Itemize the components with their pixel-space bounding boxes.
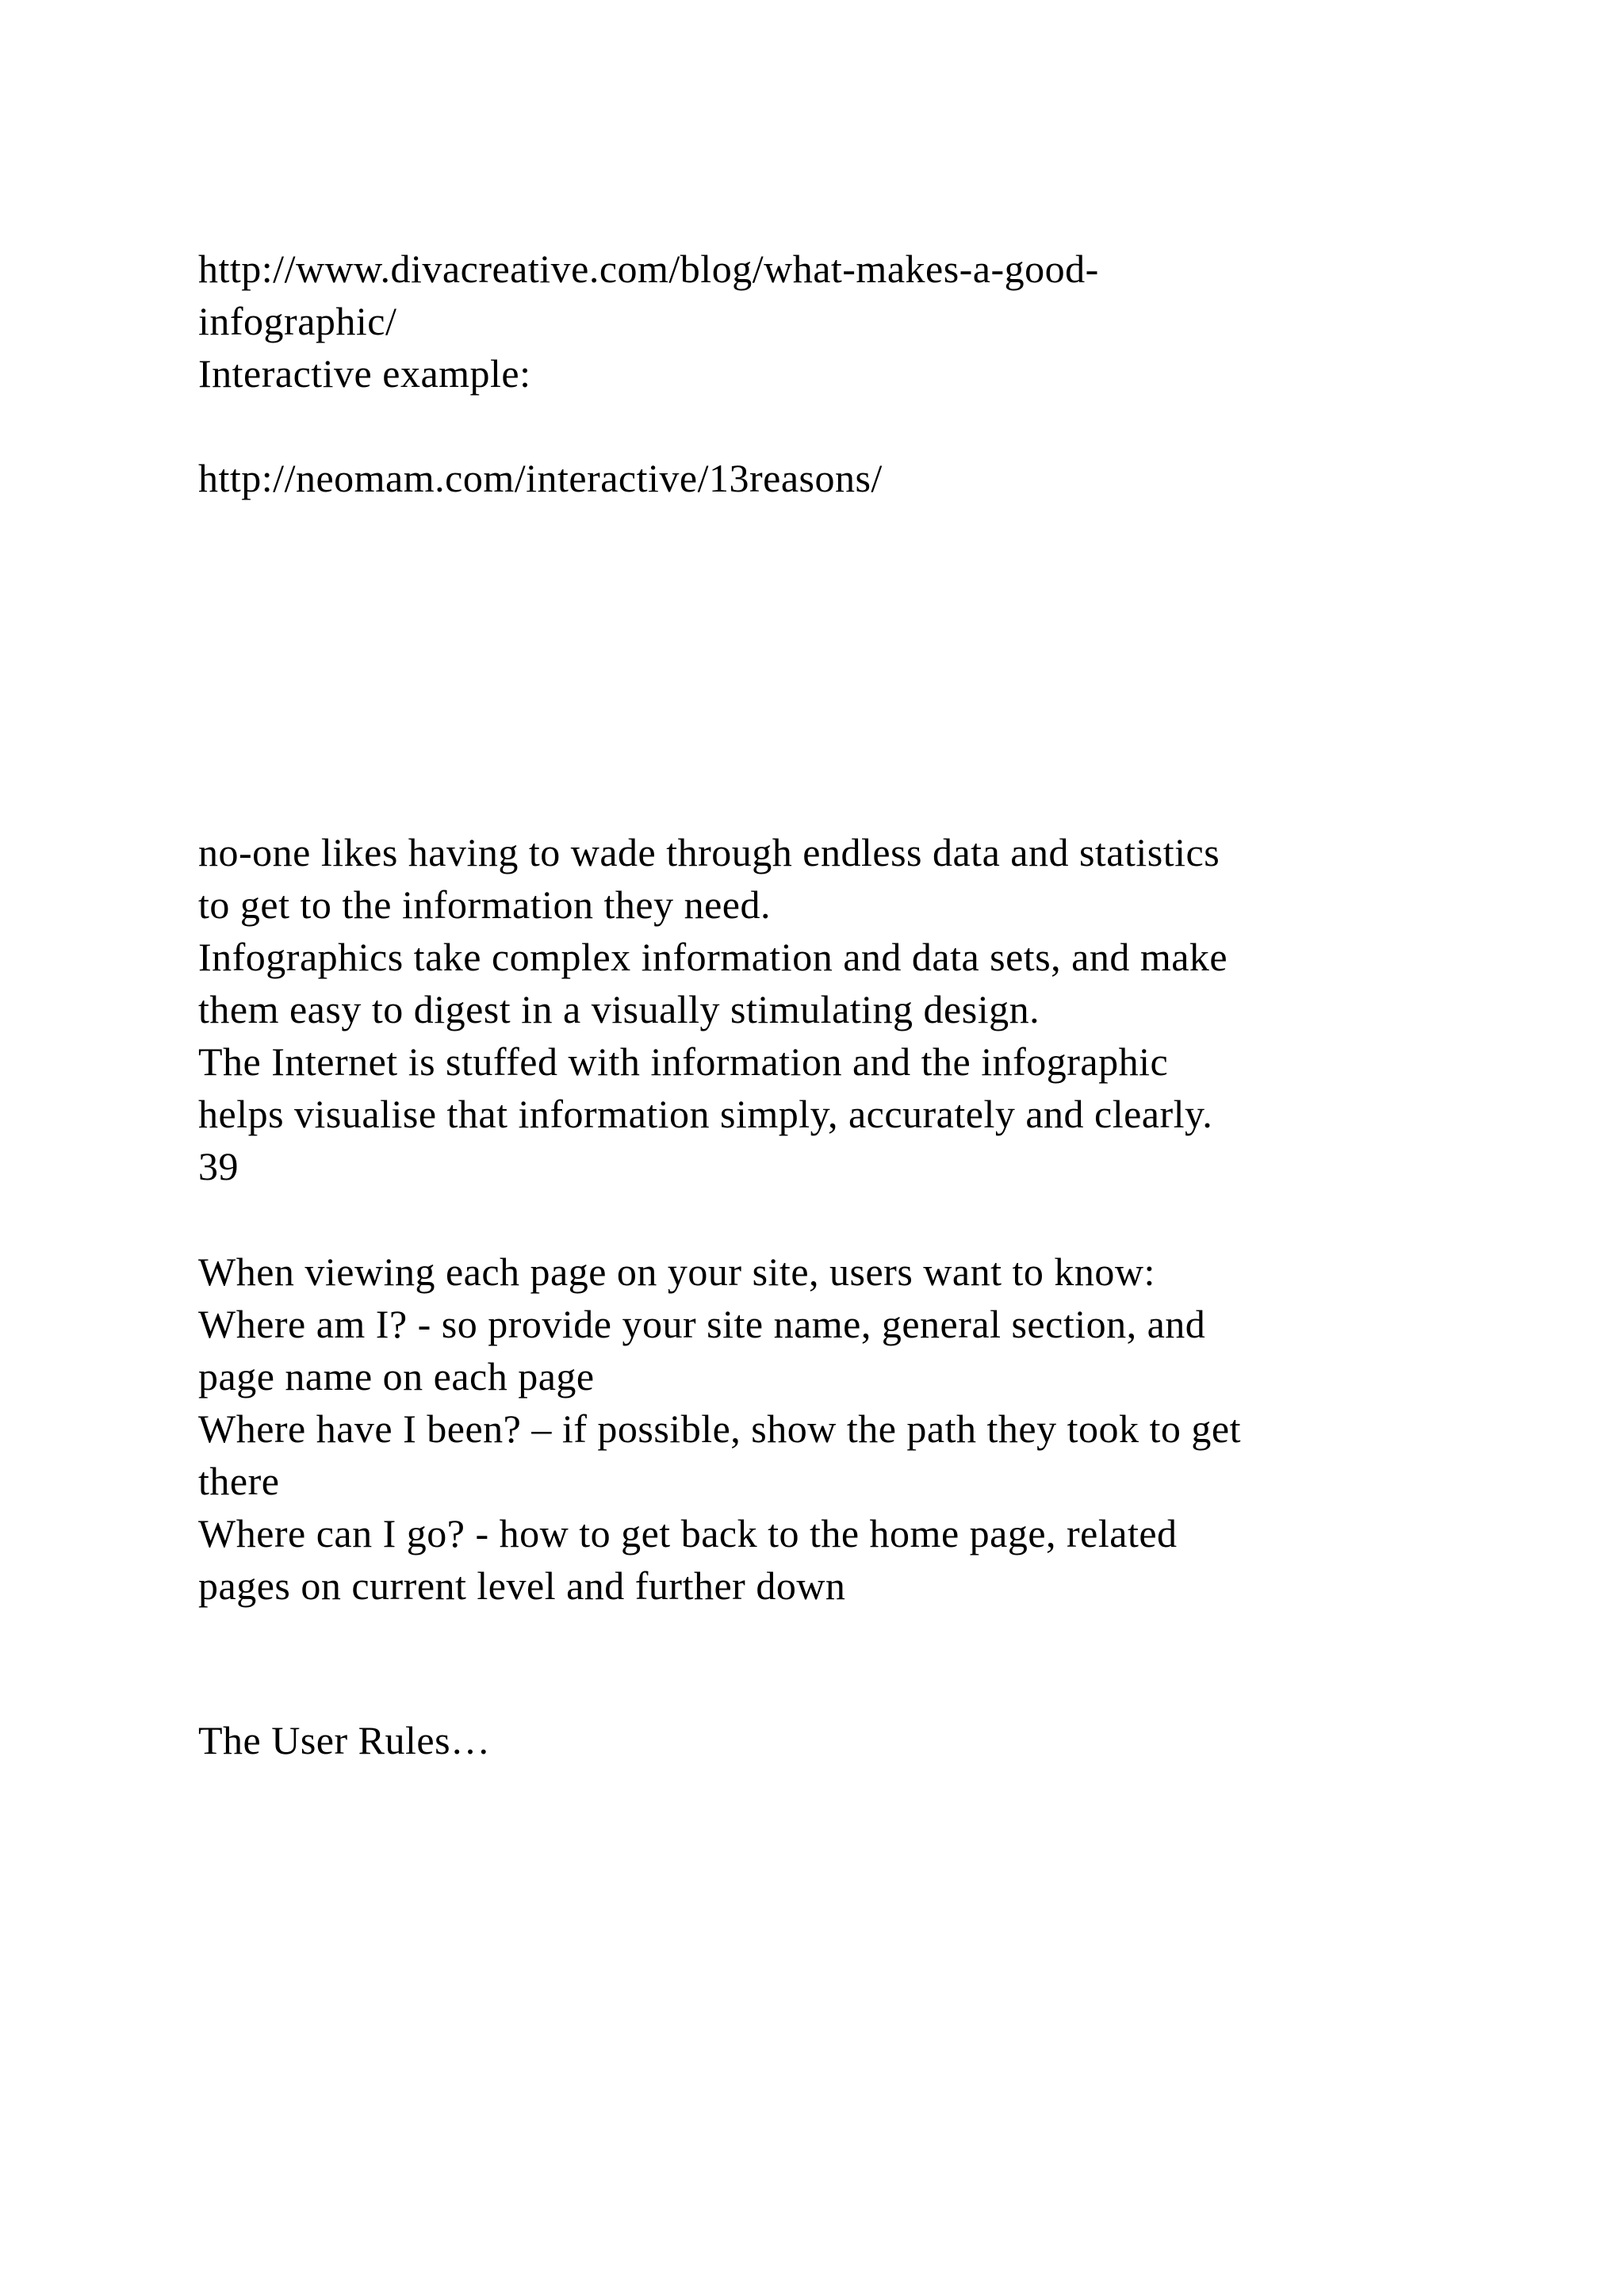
paragraph-infographics [198,826,1483,1192]
text-line: Where am I? - so provide your site name, general section, and [198,1302,1206,1346]
url-line-divacreative-part2[interactable]: infographic/ [198,299,397,343]
text-line: helps visualise that information simply, accurately and clearly. [198,1092,1213,1136]
text-line: no-one likes having to wade through endless data and statistics [198,830,1220,874]
section-heading-block [198,1714,1483,1766]
text-line: there [198,1459,280,1503]
link-block-infographic-article [198,243,1483,400]
text-line: Infographics take complex information and data sets, and make [198,935,1228,979]
text-line: The Internet is stuffed with information and the infographic [198,1039,1169,1084]
text-line: them easy to digest in a visually stimulating design. [198,987,1040,1031]
text-line: to get to the information they need. [198,882,771,927]
url-line-divacreative-part1[interactable]: http://www.divacreative.com/blog/what-makes-a-good- [198,247,1099,291]
text-line: page name on each page [198,1354,595,1399]
section-heading-user-rules: The User Rules… [198,1718,491,1762]
text-line: pages on current level and further down [198,1563,846,1608]
text-line: Where can I go? - how to get back to the home page, related [198,1511,1178,1556]
text-line: When viewing each page on your site, users want to know: [198,1249,1155,1294]
text-line: Where have I been? – if possible, show the path they took to get [198,1406,1241,1451]
interactive-example-label: Interactive example: [198,351,531,396]
slide-number: 39 [198,1144,239,1188]
link-block-neomam [198,452,1483,504]
paragraph-navigation [198,1246,1483,1612]
url-line-neomam[interactable]: http://neomam.com/interactive/13reasons/ [198,456,883,500]
